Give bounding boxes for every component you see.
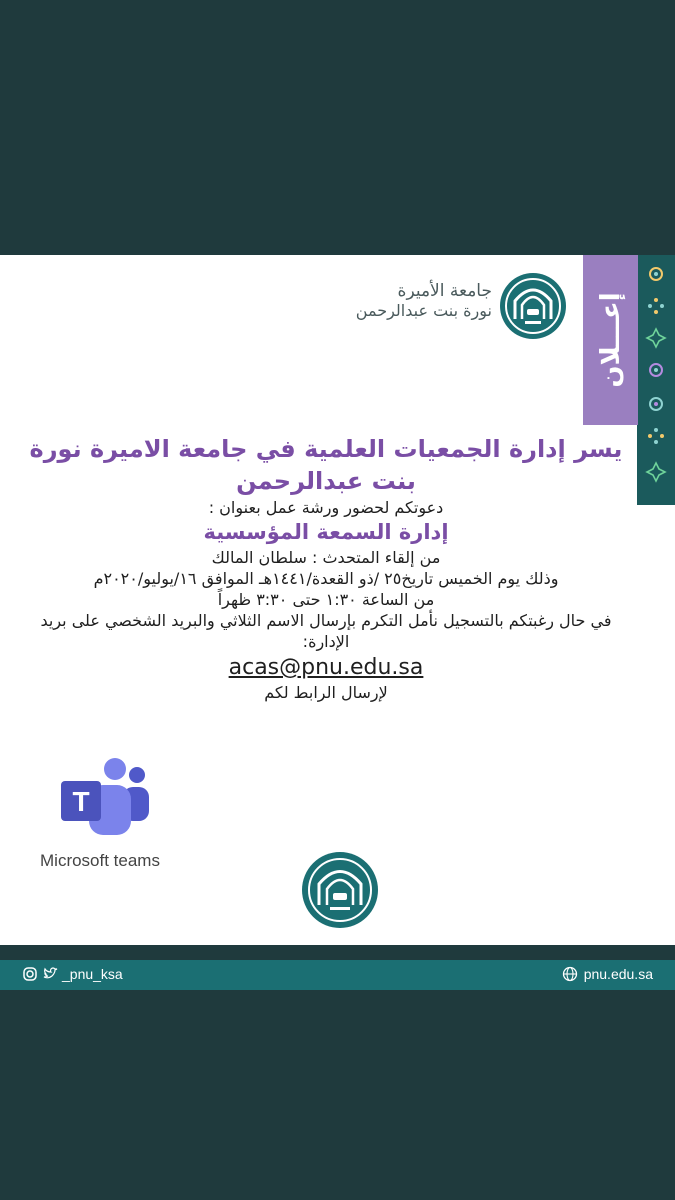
star-pattern-icon [645, 461, 667, 483]
registration-line: في حال رغبتكم بالتسجيل نأمل التكرم بإرسال الاسم الثلاثي والبريد الشخصي على بريد الإدارة: [40, 611, 612, 651]
globe-icon [562, 966, 578, 982]
email-link[interactable]: acas@pnu.edu.sa [228, 655, 424, 680]
announcement-panel [583, 255, 638, 425]
twitter-icon [42, 966, 58, 982]
footer-social[interactable] [22, 966, 123, 982]
announcement-body [20, 433, 632, 703]
university-name-line2: نورة بنت عبدالرحمن [355, 301, 492, 320]
microsoft-teams-icon [55, 755, 155, 855]
time-line: من الساعة ١:٣٠ حتى ٣:٣٠ ظهراً [217, 590, 435, 609]
teams-label: Microsoft teams [40, 851, 160, 870]
announcement-label: إعـــلان [595, 292, 626, 388]
svg-text:T: T [72, 786, 90, 817]
star-pattern-icon [645, 263, 667, 285]
university-seal-icon [300, 850, 380, 930]
website-url: pnu.edu.sa [583, 966, 653, 982]
star-pattern-icon [645, 327, 667, 349]
dots-pattern-icon [645, 295, 667, 317]
invitation-line: دعوتكم لحضور ورشة عمل بعنوان : [208, 498, 444, 517]
star-pattern-icon [645, 359, 667, 381]
footer-website[interactable] [562, 966, 653, 982]
speaker-line: من إلقاء المتحدث : سلطان المالك [211, 548, 441, 567]
instagram-icon [22, 966, 38, 982]
dots-pattern-icon [645, 425, 667, 447]
workshop-title: إدارة السمعة المؤسسية [203, 520, 449, 544]
university-logo-icon [498, 271, 568, 341]
date-line: وذلك يوم الخميس تاريخ٢٥ /ذو القعدة/١٤٤١هـ الموافق ١٦/يوليو/٢٠٢٠م [93, 569, 559, 588]
decorative-pattern-strip [637, 255, 675, 505]
link-note: لإرسال الرابط لكم [264, 683, 388, 702]
star-pattern-icon [645, 393, 667, 415]
university-name [292, 281, 492, 321]
social-handle: _pnu_ksa [62, 966, 123, 982]
announcement-card [0, 255, 675, 945]
headline: يسر إدارة الجمعيات العلمية في جامعة الاميرة نورة بنت عبدالرحمن [29, 435, 623, 495]
footer [0, 960, 675, 990]
university-name-line1: جامعة الأميرة [397, 281, 492, 301]
